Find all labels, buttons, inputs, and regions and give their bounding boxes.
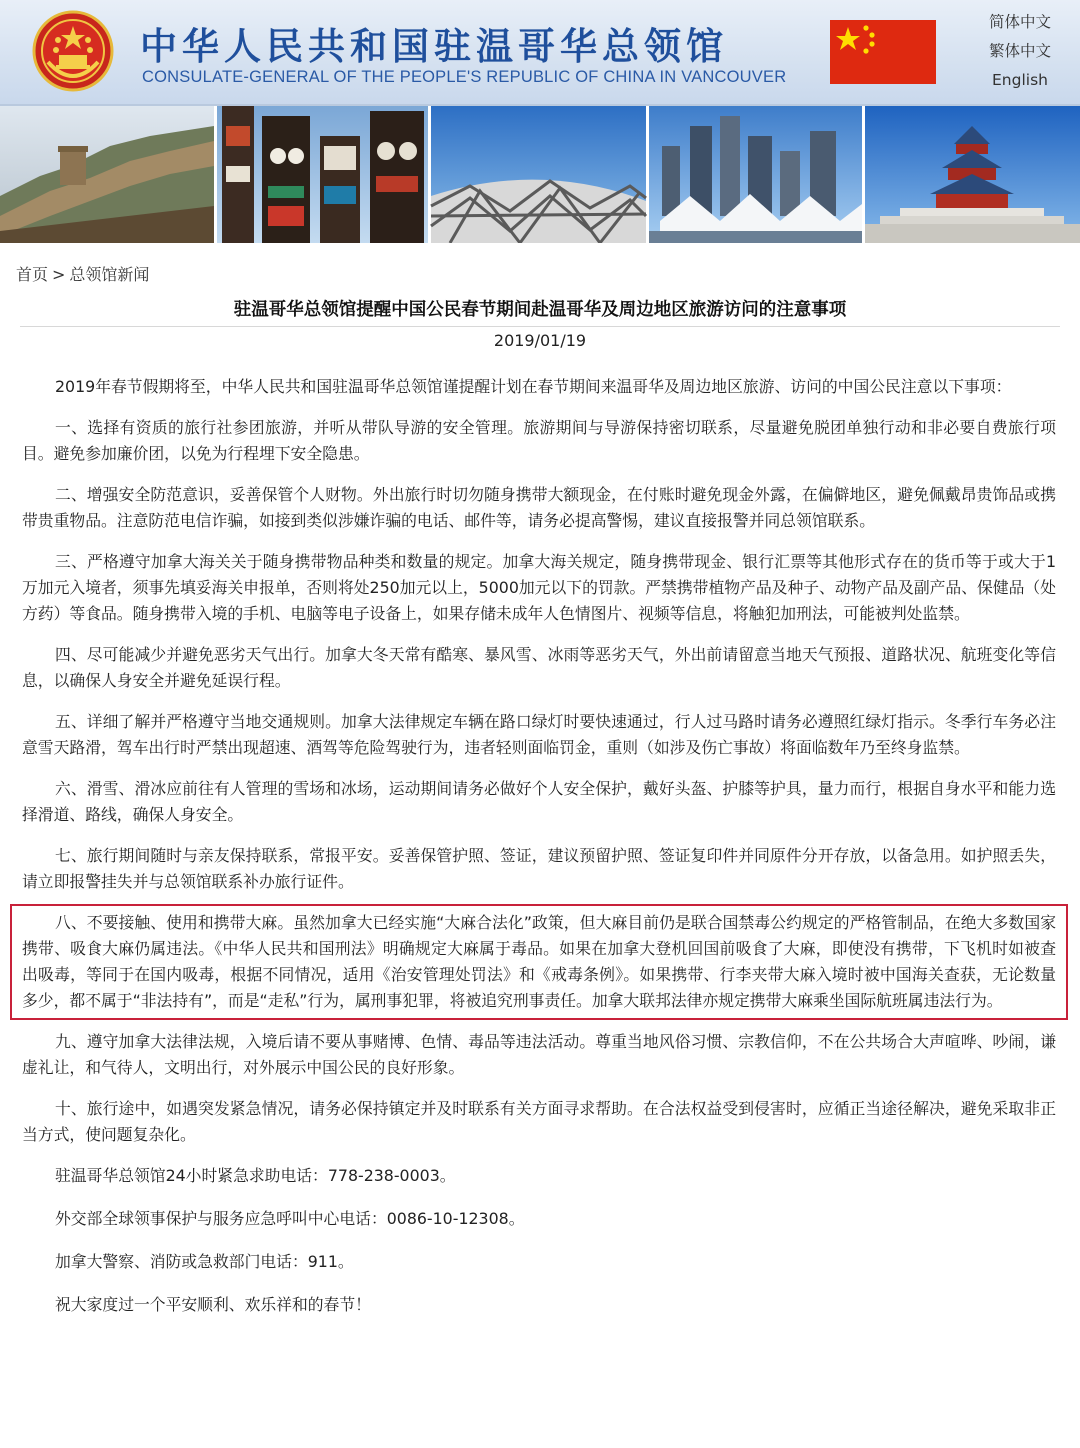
banner-great-wall (0, 106, 214, 243)
banner-birds-nest-stadium (431, 106, 646, 243)
language-menu (960, 8, 1080, 104)
lang-traditional-chinese[interactable]: 繁体中文 (988, 42, 1051, 60)
paragraph-item-8: 八、不要接触、使用和携带大麻。虽然加拿大已经实施“大麻合法化”政策，但大麻目前仍是联合国禁毒公约规定的严格管制品，在绝大多数国家携带、吸食大麻仍属违法。《中华人民共和国刑法》明确规定大麻属于毒品。如果在加拿大登机回国前吸食了大麻，即使没有携带，下飞机时如被查出吸毒，等同于在国内吸毒，根据不同情况，适用《治安管理处罚法》和《戒毒条例》。如果携带、行李夹带大麻入境时被中国海关查获，无论数量多少，都不属于“非法持有”，而是“走私”行为，属刑事犯罪，将被追究刑事责任。加拿大联邦法律亦规定携带大麻乘坐国际航班属违法行为。 (22, 913, 1056, 1010)
emergency-phone-mfa: 外交部全球领事保护与服务应急呼叫中心电话：0086-10-12308。 (55, 1209, 525, 1228)
paragraph-item-9: 九、遵守加拿大法律法规，入境后请不要从事赌博、色情、毒品等违法活动。尊重当地风俗习惯、宗教信仰，不在公共场合大声喧哗、吵闹，谦虚礼让，和气待人，文明出行，对外展示中国公民的良好形象。 (22, 1032, 1056, 1077)
banner-vancouver-skyline (649, 106, 862, 243)
banner-temple-of-heaven (865, 106, 1080, 243)
highlight-box (10, 904, 1068, 1020)
national-emblem-icon (32, 10, 114, 92)
paragraph-item-10: 十、旅行途中，如遇突发紧急情况，请务必保持镇定并及时联系有关方面寻求帮助。在合法权益受到侵害时，应循正当途径解决，避免采取非正当方式，使问题复杂化。 (22, 1099, 1056, 1144)
title-divider (20, 326, 1060, 327)
emergency-phone-consulate: 驻温哥华总领馆24小时紧急求助电话：778-238-0003。 (55, 1166, 456, 1185)
breadcrumb (16, 262, 149, 285)
paragraph-item-3: 三、严格遵守加拿大海关关于随身携带物品种类和数量的规定。加拿大海关规定，随身携带现金、银行汇票等其他形式存在的货币等于或大于1万加元入境者，须事先填妥海关申报单，否则将处250加元以上，5000加元以下的罚款。严禁携带植物产品及种子、动物产品及副产品、保健品（处方药）等食品。随身携带入境的手机、电脑等电子设备上，如果存储未成年人色情图片、视频等信息，将触犯加刑法，可能被判处监禁。 (22, 552, 1056, 623)
breadcrumb-separator: > (52, 265, 66, 284)
breadcrumb-section-link[interactable]: 总领馆新闻 (69, 265, 150, 284)
banner-totem-poles (217, 106, 428, 243)
article-body (22, 374, 1056, 1335)
paragraph-item-6: 六、滑雪、滑冰应前往有人管理的雪场和冰场，运动期间请务必做好个人安全保护，戴好头盔、护膝等护具，量力而行，根据自身水平和能力选择滑道、路线，确保人身安全。 (22, 779, 1056, 824)
paragraph-item-2: 二、增强安全防范意识，妥善保管个人财物。外出旅行时切勿随身携带大额现金，在付账时避免现金外露，在偏僻地区，避免佩戴昂贵饰品或携带贵重物品。注意防范电信诈骗，如接到类似涉嫌诈骗的电话、邮件等，请务必提高警惕，建议直接报警并同总领馆联系。 (22, 485, 1056, 530)
paragraph-item-5: 五、详细了解并严格遵守当地交通规则。加拿大法律规定车辆在路口绿灯时要快速通过，行人过马路时请务必遵照红绿灯指示。冬季行车务必注意雪天路滑，驾车出行时严禁出现超速、酒驾等危险驾驶行为，违者轻则面临罚金，重则（如涉及伤亡事故）将面临数年乃至终身监禁。 (22, 712, 1056, 757)
site-title-cn: 中华人民共和国驻温哥华总领馆 (140, 24, 728, 68)
emergency-phone-911: 加拿大警察、消防或急救部门电话：911。 (55, 1252, 354, 1271)
site-title-en: CONSULATE-GENERAL OF THE PEOPLE'S REPUBLIC OF CHINA IN VANCOUVER (142, 68, 787, 86)
banner-strip (0, 106, 1080, 243)
breadcrumb-home-link[interactable]: 首页 (16, 265, 49, 284)
paragraph-item-7: 七、旅行期间随时与亲友保持联系，常报平安。妥善保管护照、签证，建议预留护照、签证复印件并同原件分开存放，以备急用。如护照丢失，请立即报警挂失并与总领馆联系补办旅行证件。 (22, 846, 1056, 891)
closing-greeting: 祝大家度过一个平安顺利、欢乐祥和的春节！ (55, 1295, 371, 1314)
paragraph-item-1: 一、选择有资质的旅行社参团旅游，并听从带队导游的安全管理。旅游期间与导游保持密切联系，尽量避免脱团单独行动和非必要自费旅行项目。避免参加廉价团，以免为行程埋下安全隐患。 (22, 418, 1056, 463)
article-title: 驻温哥华总领馆提醒中国公民春节期间赴温哥华及周边地区旅游访问的注意事项 (233, 300, 847, 320)
paragraph-intro: 2019年春节假期将至，中华人民共和国驻温哥华总领馆谨提醒计划在春节期间来温哥华及周边地区旅游、访问的中国公民注意以下事项： (55, 377, 1012, 396)
site-header (0, 0, 1080, 106)
lang-english[interactable]: English (992, 71, 1048, 89)
china-flag-icon (830, 20, 936, 84)
paragraph-item-4: 四、尽可能减少并避免恶劣天气出行。加拿大冬天常有酷寒、暴风雪、冰雨等恶劣天气，外出前请留意当地天气预报、道路状况、航班变化等信息，以确保人身安全并避免延误行程。 (22, 645, 1056, 690)
article-date: 2019/01/19 (493, 331, 587, 350)
lang-simplified-chinese[interactable]: 简体中文 (988, 13, 1051, 31)
